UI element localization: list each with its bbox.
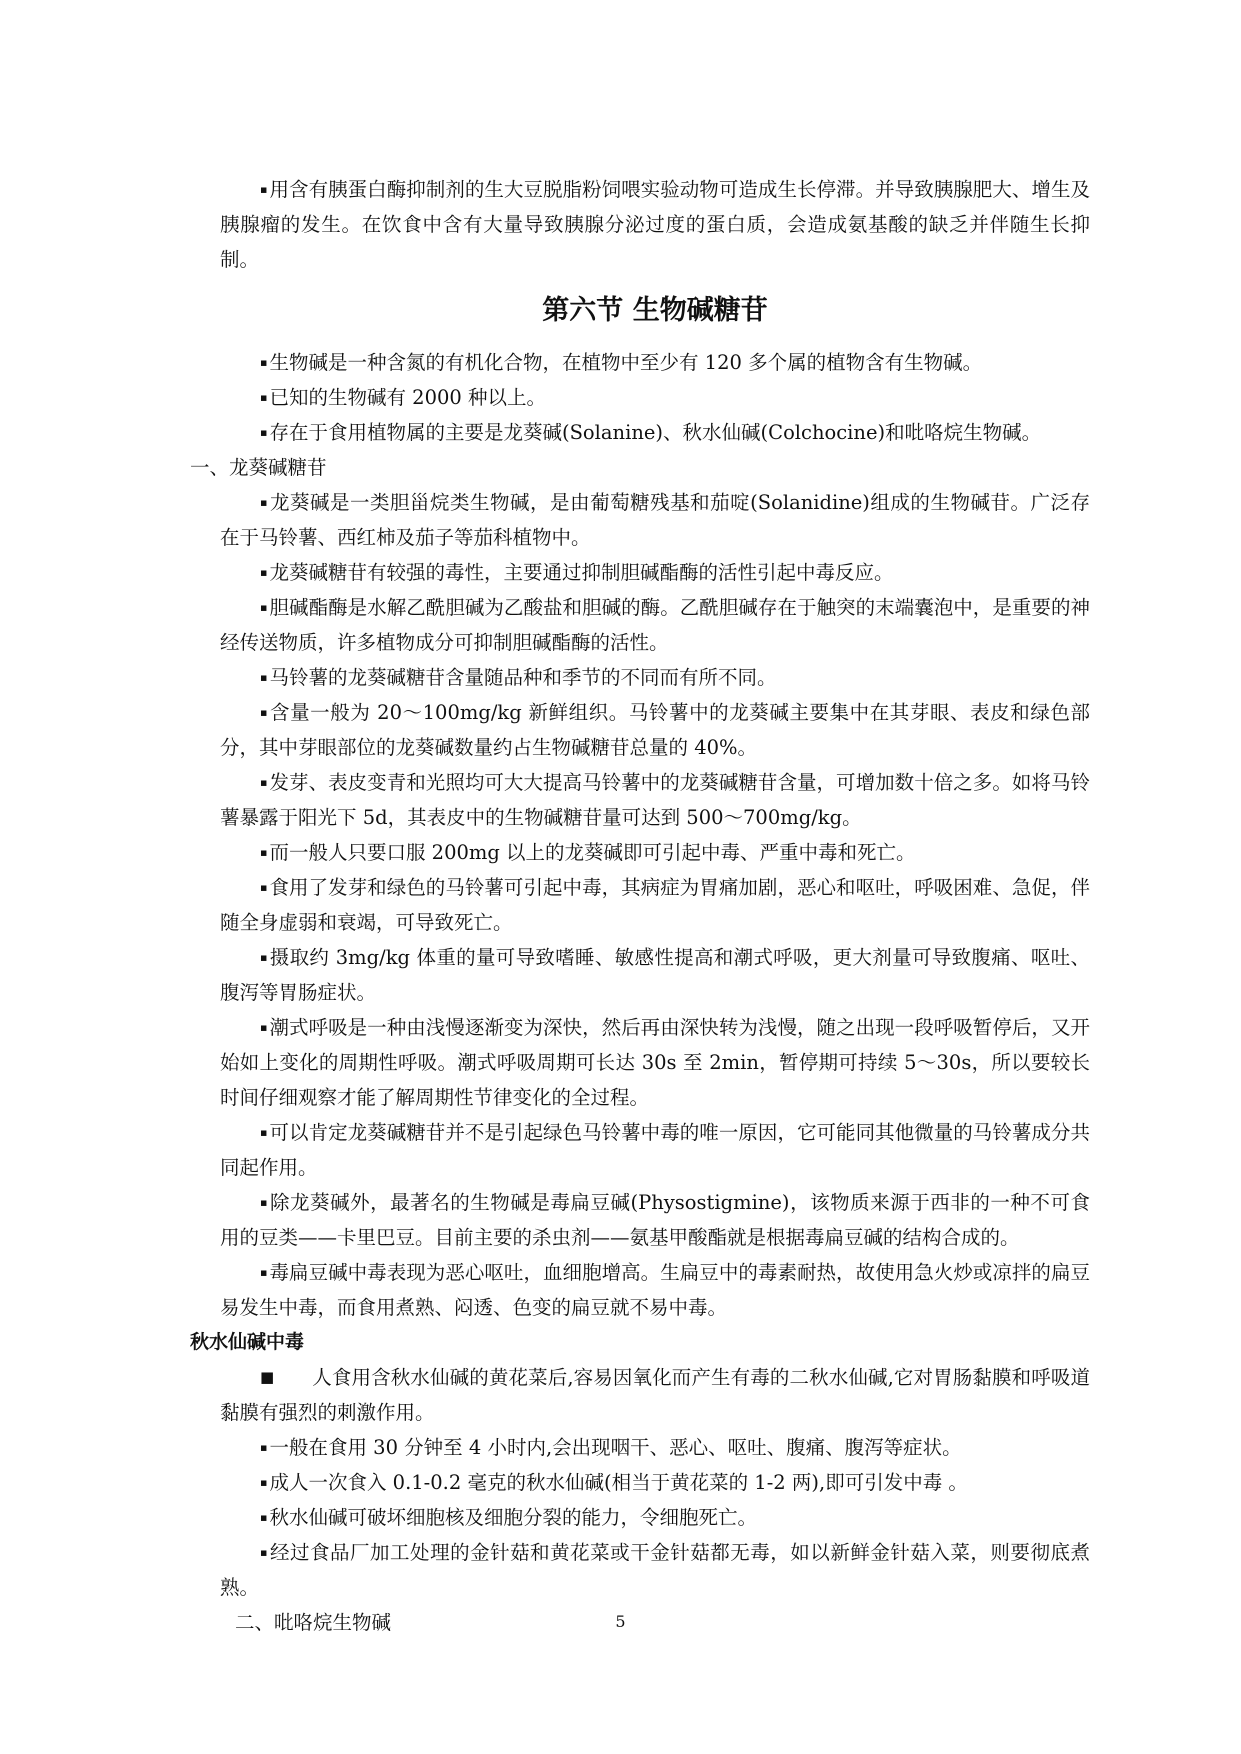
- bullet-icon: ▪: [260, 426, 268, 439]
- bullet-icon: ▪: [260, 391, 268, 404]
- subsection-title: 一、龙葵碱糖苷: [190, 456, 327, 479]
- paragraph: ▪ 而一般人只要口服 200mg 以上的龙葵碱即可引起中毒、严重中毒和死亡。: [260, 841, 916, 864]
- section-title: 第六节 生物碱糖苷: [542, 295, 768, 326]
- paragraph: ▪ 存在于食用植物属的主要是龙葵碱(Solanine)、秋水仙碱(Colchocine)和吡咯烷生物碱。: [260, 421, 1042, 444]
- paragraph: ▪ 发芽、表皮变青和光照均可大大提高马铃薯中的龙葵碱糖苷含量，可增加数十倍之多。如将马铃薯暴露于阳光下 5d，其表皮中的生物碱糖苷量可达到 500～700mg/kg。: [220, 771, 1090, 829]
- paragraph: ▪ 食用了发芽和绿色的马铃薯可引起中毒，其病症为胃痛加剧，恶心和呕吐，呼吸困难、急促，伴随全身虚弱和衰竭，可导致死亡。: [220, 876, 1090, 934]
- bullet-icon: ▪: [260, 1511, 268, 1524]
- paragraph: ▪ 一般在食用 30 分钟至 4 小时内,会出现咽干、恶心、呕吐、腹痛、腹泻等症状。: [260, 1436, 962, 1459]
- bullet-icon: ▪: [260, 356, 268, 369]
- bullet-icon: ▪: [260, 496, 268, 509]
- bullet-icon: ▪: [260, 846, 268, 859]
- paragraph: ▪ 胆碱酯酶是水解乙酰胆碱为乙酸盐和胆碱的酶。乙酰胆碱存在于触突的末端囊泡中，是重要的神经传送物质，许多植物成分可抑制胆碱酯酶的活性。: [220, 596, 1090, 654]
- bullet-icon: ▪: [260, 1021, 268, 1034]
- bullet-icon: ▪: [260, 706, 269, 719]
- paragraph: ▪ 用含有胰蛋白酶抑制剂的生大豆脱脂粉饲喂实验动物可造成生长停滞。并导致胰腺肥大、增生及胰腺瘤的发生。在饮食中含有大量导致胰腺分泌过度的蛋白质，会造成氨基酸的缺乏并伴随生长抑制。: [220, 178, 1090, 271]
- bullet-icon: ▪: [260, 1266, 268, 1279]
- paragraph: ▪ 摄取约 3mg/kg 体重的量可导致嗜睡、敏感性提高和潮式呼吸，更大剂量可导致腹痛、呕吐、腹泻等胃肠症状。: [220, 946, 1090, 1004]
- paragraph: ▪ 秋水仙碱可破坏细胞核及细胞分裂的能力，令细胞死亡。: [260, 1506, 757, 1529]
- paragraph: ▪ 潮式呼吸是一种由浅慢逐渐变为深快，然后再由深快转为浅慢，随之出现一段呼吸暂停后，又开始如上变化的周期性呼吸。潮式呼吸周期可长达 30s 至 2min，暂停期可持续 5～30s，所以要较长时间仔细观察才能了解周期性节律变化的全过程。: [220, 1016, 1090, 1109]
- paragraph: ▪ 成人一次食入 0.1-0.2 毫克的秋水仙碱(相当于黄花菜的 1-2 两),即可引发中毒 。: [260, 1471, 968, 1494]
- paragraph: ■ 人食用含秋水仙碱的黄花菜后,容易因氧化而产生有毒的二秋水仙碱,它对胃肠黏膜和呼吸道黏膜有强烈的刺激作用。: [220, 1366, 1090, 1424]
- paragraph: ▪ 除龙葵碱外，最著名的生物碱是毒扁豆碱(Physostigmine)，该物质来源于西非的一种不可食用的豆类——卡里巴豆。目前主要的杀虫剂——氨基甲酸酯就是根据毒扁豆碱的结构合成的。: [220, 1191, 1090, 1249]
- bullet-icon: ▪: [260, 601, 268, 614]
- bullet-icon: ▪: [260, 881, 268, 894]
- bullet-icon: ▪: [260, 183, 268, 196]
- paragraph: ▪ 毒扁豆碱中毒表现为恶心呕吐，血细胞增高。生扁豆中的毒素耐热，故使用急火炒或凉拌的扁豆易发生中毒，而食用煮熟、闷透、色变的扁豆就不易中毒。: [220, 1261, 1090, 1319]
- bullet-icon: ▪: [260, 566, 268, 579]
- paragraph: ▪ 龙葵碱是一类胆甾烷类生物碱，是由葡萄糖残基和茄啶(Solanidine)组成的生物碱苷。广泛存在于马铃薯、西红柿及茄子等茄科植物中。: [220, 491, 1090, 549]
- square-bullet-icon: ■: [260, 1368, 275, 1386]
- paragraph: ▪ 已知的生物碱有 2000 种以上。: [260, 386, 546, 409]
- bullet-icon: ▪: [260, 1126, 268, 1139]
- bullet-icon: ▪: [260, 1196, 268, 1209]
- paragraph: ▪ 经过食品厂加工处理的金针菇和黄花菜或干金针菇都无毒，如以新鲜金针菇入菜，则要彻底煮熟。: [220, 1541, 1090, 1599]
- subsection-title: 二、吡咯烷生物碱: [235, 1611, 392, 1634]
- bullet-icon: ▪: [260, 1546, 268, 1559]
- paragraph: ▪ 龙葵碱糖苷有较强的毒性，主要通过抑制胆碱酯酶的活性引起中毒反应。: [260, 561, 894, 584]
- bullet-icon: ▪: [260, 671, 268, 684]
- bullet-icon: ▪: [260, 1441, 268, 1454]
- page-number: 5: [615, 1612, 626, 1631]
- page-content: [190, 172, 1090, 1640]
- bullet-icon: ▪: [260, 1476, 268, 1489]
- bullet-icon: ▪: [260, 776, 268, 789]
- paragraph: ▪ 生物碱是一种含氮的有机化合物，在植物中至少有 120 多个属的植物含有生物碱。: [260, 351, 983, 374]
- colchicine-heading: 秋水仙碱中毒: [190, 1331, 305, 1353]
- bullet-icon: ▪: [260, 951, 268, 964]
- paragraph: ▪ 马铃薯的龙葵碱糖苷含量随品种和季节的不同而有所不同。: [260, 666, 777, 689]
- paragraph: ▪ 可以肯定龙葵碱糖苷并不是引起绿色马铃薯中毒的唯一原因，它可能同其他微量的马铃薯成分共同起作用。: [220, 1121, 1090, 1179]
- paragraph: ▪ 含量一般为 20～100mg/kg 新鲜组织。马铃薯中的龙葵碱主要集中在其芽眼、表皮和绿色部分，其中芽眼部位的龙葵碱数量约占生物碱糖苷总量的 40%。: [220, 701, 1090, 759]
